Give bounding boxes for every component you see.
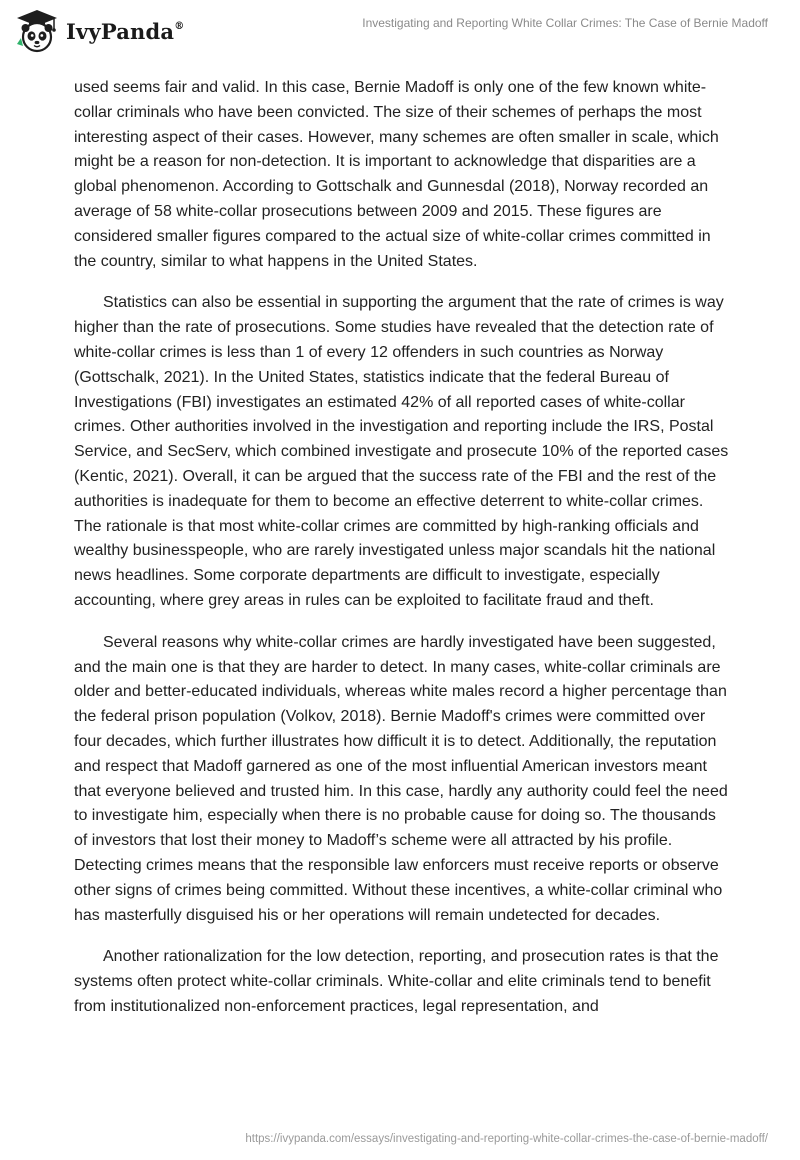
source-url-link[interactable]: https://ivypanda.com/essays/investigating-and-reporting-white-collar-crimes-the-case-of-bernie-madoff/ xyxy=(245,1133,768,1145)
paragraph: Statistics can also be essential in supporting the argument that the rate of crimes is way higher than the rate of prosecutions. Some studies have revealed that the detection rate of white-collar crimes is less than 1 of every 12 offenders in such countries as Norway (Gottschalk, 2021). In the United States, statistics indicate that the federal Bureau of Investigations (FBI) investigates an estimated 42% of all reported cases of white-collar crimes. Other authorities involved in the investigation and reporting include the IRS, Postal Service, and SecServ, which combined investigate and prosecute 10% of the reported cases (Kentic, 2021). Overall, it can be argued that the success rate of the FBI and the rest of the authorities is inadequate for them to become an effective deterrent to white-collar crimes. The rationale is that most white-collar crimes are committed by high-ranking officials and wealthy businesspeople, who are rarely investigated unless major scandals hit the national news headlines. Some corporate departments are difficult to investigate, especially accounting, where grey areas in rules can be exploited to facilitate fraud and theft. xyxy=(74,294,729,609)
document-title: Investigating and Reporting White Collar Crimes: The Case of Bernie Madoff xyxy=(362,16,768,30)
registered-mark: ® xyxy=(174,20,185,32)
panda-graduate-icon xyxy=(14,8,60,54)
page-header xyxy=(0,0,800,64)
paragraph: Several reasons why white-collar crimes are hardly investigated have been suggested, and the main one is that they are harder to detect. In many cases, white-collar criminals are older and better-educated individuals, whereas white males record a higher percentage than the federal prison population (Volkov, 2018). Bernie Madoff's crimes were committed over four decades, which further illustrates how difficult it is to detect. Additionally, the reputation and respect that Madoff garnered as one of the most influential American investors meant that everyone believed and trusted him. In this case, hardly any authority could feel the need to investigate him, especially when there is no probable cause for doing so. The thousands of investors that lost their money to Madoff’s scheme were all attracted by his profile. Detecting crimes means that the responsible law enforcers must receive reports or observe other signs of crimes being committed. Without these incentives, a white-collar criminal who has masterfully disguised his or her operations will remain undetected for decades. xyxy=(74,633,728,924)
paragraph: used seems fair and valid. In this case, Bernie Madoff is only one of the few known white-collar criminals who have been convicted. The size of their schemes of perhaps the most interesting aspect of their cases. However, many schemes are often smaller in scale, which might be a reason for non-detection. It is important to acknowledge that disparities are a global phenomenon. According to Gottschalk and Gunnesdal (2018), Norway recorded an average of 58 white-collar prosecutions between 2009 and 2015. These figures are considered smaller figures compared to the actual size of white-collar crimes committed in the country, similar to what happens in the United States. xyxy=(74,79,719,270)
brand-name: IvyPanda® xyxy=(66,18,185,44)
essay-body xyxy=(74,76,732,1037)
paragraph: Another rationalization for the low detection, reporting, and prosecution rates is that the systems often protect white-collar criminals. White-collar and elite criminals tend to benefit from institutionalized non-enforcement practices, legal representation, and xyxy=(74,948,719,1015)
brand-logo[interactable] xyxy=(14,8,184,54)
